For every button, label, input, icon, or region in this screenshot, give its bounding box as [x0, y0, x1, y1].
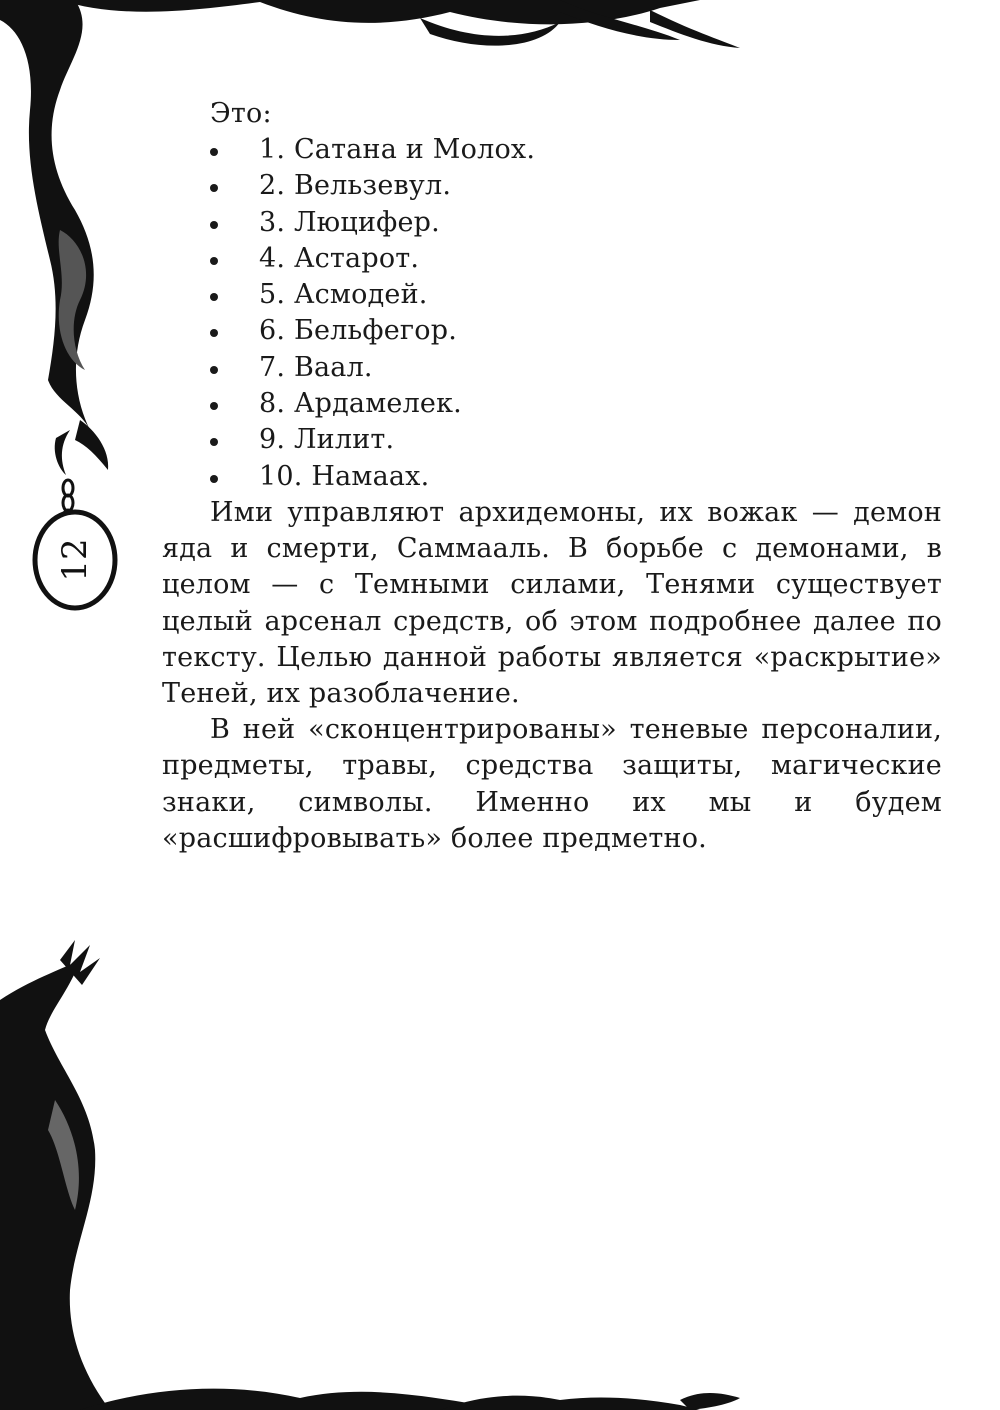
list-item: 10. Намаах. [162, 459, 942, 495]
list-item: 1. Сатана и Молох. [162, 132, 942, 168]
demon-list [162, 132, 942, 495]
list-item: 8. Ардамелек. [162, 386, 942, 422]
page-number: 12 [55, 538, 95, 582]
list-item: 5. Асмодей. [162, 277, 942, 313]
list-item: 9. Лилит. [162, 422, 942, 458]
list-item: 7. Ваал. [162, 350, 942, 386]
paragraph: В ней «сконцентрированы» теневые персоналии, предметы, травы, средства защиты, магические знаки, символы. Именно их мы и будем «расшифровывать» более предметно. [162, 714, 942, 854]
list-intro: Это: [210, 98, 272, 129]
left-vine-lower [0, 960, 110, 1410]
page-body [162, 96, 942, 857]
list-item: 3. Люцифер. [162, 205, 942, 241]
list-item: 6. Бельфегор. [162, 313, 942, 349]
list-item: 4. Астарот. [162, 241, 942, 277]
paragraph: Ими управляют архидемоны, их вожак — демон яда и смерти, Саммааль. В борьбе с демонами, в целом — с Темными силами, Тенями существует целый арсенал средств, об этом подробнее далее по тексту. Целью данной работы является «раскрытие» Теней, их разоблачение. [162, 496, 942, 709]
list-item: 2. Вельзевул. [162, 168, 942, 204]
bottom-flourish [80, 1389, 500, 1410]
